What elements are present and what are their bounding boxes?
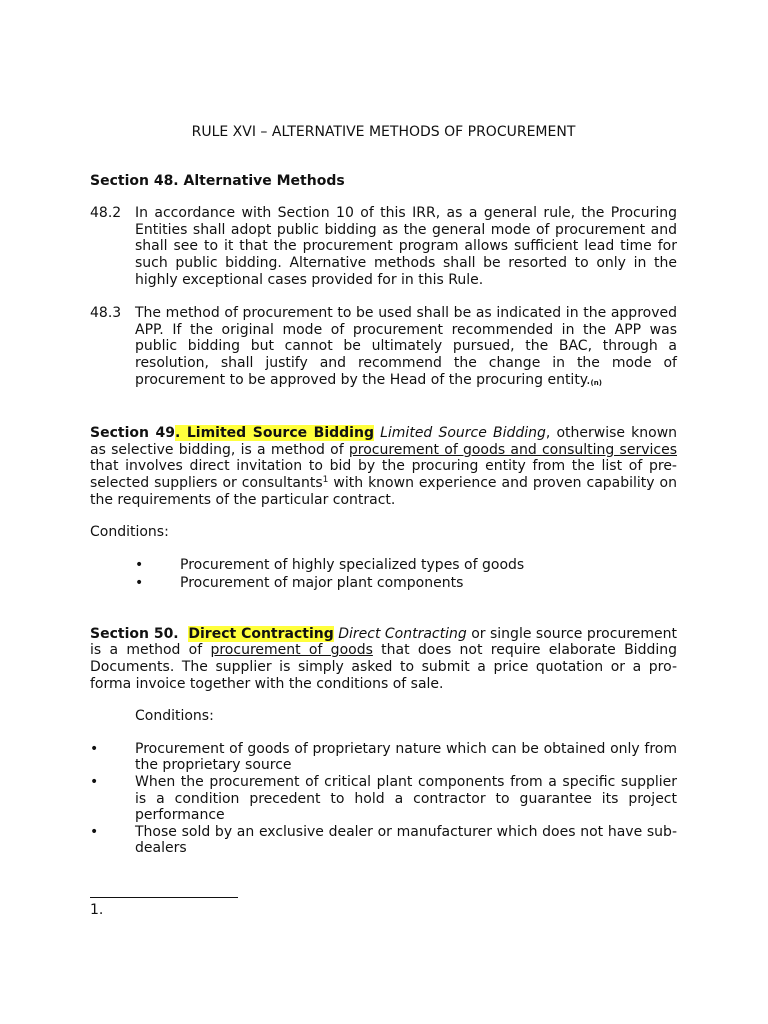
section-49-italic-term: Limited Source Bidding <box>380 425 546 442</box>
list-item-text: Procurement of highly specialized types of goods <box>180 556 525 573</box>
section-49-highlight: . Limited Source Bidding <box>175 425 374 442</box>
rule-title: RULE XVI – ALTERNATIVE METHODS OF PROCUREMENT <box>191 124 576 140</box>
section-49-conditions-label: Conditions: <box>90 524 169 541</box>
document-body <box>90 124 677 857</box>
list-item-text: Procurement of goods of proprietary nature which can be obtained only from the proprietary source <box>135 740 677 774</box>
footnote-separator <box>90 897 238 898</box>
section-50-highlight: Direct Contracting <box>188 625 334 642</box>
clause-number: 48.2 <box>90 205 122 222</box>
section-50-italic-term: Direct Contracting <box>338 625 467 642</box>
bullet-icon: • <box>90 823 99 840</box>
section-50-conditions-list <box>90 741 677 857</box>
section-50-text-2: that does not require elaborate Bidding Documents. The supplier is simply asked to submit a price quotation or a pro-forma invoice together with the conditions of sale. <box>90 642 677 692</box>
bullet-icon: • <box>135 575 144 592</box>
section-50-conditions-label: Conditions: <box>135 708 214 725</box>
list-item-text: Procurement of major plant components <box>180 575 464 592</box>
section-50-underlined: procurement of goods <box>210 642 373 659</box>
section-49-label: Section 49 <box>90 425 175 442</box>
footnote-reference[interactable]: 1 <box>322 474 329 485</box>
list-item <box>90 741 677 774</box>
section-50-paragraph <box>90 626 677 692</box>
list-item-text: When the procurement of critical plant components from a specific supplier is a condition precedent to hold a contractor to guarantee its project performance <box>135 774 677 824</box>
clause-text <box>135 305 677 391</box>
section-48-heading: Section 48. Alternative Methods <box>90 172 345 189</box>
bullet-icon: • <box>90 740 99 757</box>
section-49-text-1: , otherwise known as selective bidding, is a method of <box>90 425 678 458</box>
list-item <box>135 575 677 592</box>
section-49-paragraph <box>90 425 677 508</box>
section-49-underlined: procurement of goods and consulting services <box>348 441 677 458</box>
bullet-icon: • <box>135 556 144 573</box>
clause-text-content: The method of procurement to be used shall be as indicated in the approved APP. If the original mode of procurement recommended in the APP was public bidding but cannot be ultimately pursued, the BAC, through a resolution, shall justify and recommend the change in the mode of procurement to be approved by the Head of the procuring entity. <box>135 305 677 388</box>
list-item <box>135 557 677 574</box>
section-50-label: Section 50. <box>90 625 189 642</box>
bullet-icon: • <box>90 774 99 791</box>
clause-48-3 <box>90 305 677 391</box>
section-49-conditions-list <box>135 557 677 592</box>
section-49-text-3: with known experience and proven capability on the requirements of the particular contract. <box>90 474 677 508</box>
clause-48-2 <box>90 205 677 288</box>
clause-number: 48.3 <box>90 305 122 322</box>
clause-text: In accordance with Section 10 of this IRR, as a general rule, the Procuring Entities shall adopt public bidding as the general mode of procurement and shall see to it that the procurement program allows sufficient lead time for such public bidding. Alternative methods shall be resorted to only in the highly exceptional cases provided for in this Rule. <box>135 205 677 288</box>
list-item <box>90 774 677 824</box>
section-49-text-2: that involves direct invitation to bid by the procuring entity from the list of pre-selected suppliers or consultants <box>90 458 677 491</box>
new-provision-mark: (n) <box>590 378 602 387</box>
footnote-1: 1. <box>90 902 104 918</box>
section-50-text-1: or single source procurement is a method of <box>90 625 677 659</box>
list-item <box>90 824 677 857</box>
list-item-text: Those sold by an exclusive dealer or manufacturer which does not have sub-dealers <box>135 823 677 857</box>
